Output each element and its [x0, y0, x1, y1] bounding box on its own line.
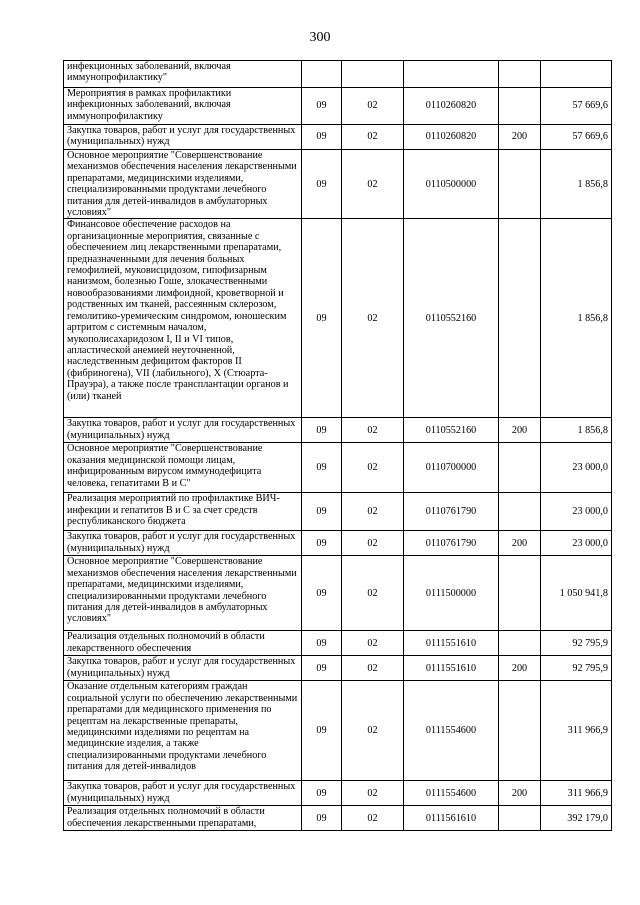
- cell-name: Основное мероприятие "Совершенствование оказания медицинской помощи лицам, инфицированным вирусом иммунодефицита человека, гепатитами B и C": [64, 443, 302, 493]
- cell-expense-type: [499, 443, 541, 493]
- cell-target-article: 0110260820: [404, 125, 499, 150]
- cell-expense-type: [499, 150, 541, 219]
- cell-subsection: 02: [342, 681, 404, 781]
- cell-subsection: 02: [342, 556, 404, 631]
- cell-expense-type: [499, 219, 541, 418]
- cell-subsection: 02: [342, 531, 404, 556]
- page-number: 300: [309, 30, 331, 45]
- cell-amount: [541, 61, 612, 88]
- cell-subsection: 02: [342, 631, 404, 656]
- cell-subsection: 02: [342, 219, 404, 418]
- cell-amount: 392 179,0: [541, 806, 612, 831]
- cell-section: 09: [302, 781, 342, 806]
- table-row: [64, 418, 612, 443]
- cell-amount: 1 856,8: [541, 219, 612, 418]
- cell-section: 09: [302, 219, 342, 418]
- cell-name: Мероприятия в рамках профилактики инфекционных заболеваний, включая иммунопрофилактику: [64, 88, 302, 125]
- cell-target-article: 0111554600: [404, 681, 499, 781]
- cell-expense-type: 200: [499, 781, 541, 806]
- cell-subsection: 02: [342, 493, 404, 531]
- cell-name: Закупка товаров, работ и услуг для государственных (муниципальных) нужд: [64, 656, 302, 681]
- cell-section: 09: [302, 125, 342, 150]
- cell-expense-type: [499, 631, 541, 656]
- cell-target-article: 0111561610: [404, 806, 499, 831]
- cell-target-article: 0111551610: [404, 656, 499, 681]
- cell-expense-type: 200: [499, 418, 541, 443]
- cell-section: 09: [302, 656, 342, 681]
- cell-target-article: 0110700000: [404, 443, 499, 493]
- cell-name: Финансовое обеспечение расходов на организационные мероприятия, связанные с обеспечением лиц лекарственными препаратами, предназначенными для лечения больных гемофилией, муковисцидозом, гипофизарным нанизмом, болезнью Гоше, злокачественными новообразованиями лимфоидной, кроветворной и родственных им тканей, рассеянным склерозом, гемолитико-уремическим синдромом, юношеским артритом с системным началом, мукополисахаридозом I, II и VI типов, апластической анемией неуточненной, наследственным дефицитом факторов II (фибриногена), VII (лабильного), X (Стюарта-Прауэра), а также после трансплантации органов и (или) тканей: [64, 219, 302, 418]
- cell-subsection: 02: [342, 443, 404, 493]
- cell-section: 09: [302, 806, 342, 831]
- cell-subsection: 02: [342, 781, 404, 806]
- table-row: [64, 806, 612, 831]
- cell-name: Закупка товаров, работ и услуг для государственных (муниципальных) нужд: [64, 125, 302, 150]
- cell-amount: 1 856,8: [541, 150, 612, 219]
- cell-expense-type: [499, 806, 541, 831]
- cell-amount: 1 856,8: [541, 418, 612, 443]
- cell-target-article: 0111500000: [404, 556, 499, 631]
- cell-expense-type: 200: [499, 531, 541, 556]
- cell-amount: 311 966,9: [541, 681, 612, 781]
- table-row: [64, 493, 612, 531]
- cell-subsection: 02: [342, 656, 404, 681]
- cell-name: Основное мероприятие "Совершенствование механизмов обеспечения населения лекарственными препаратами, медицинскими изделиями, специализированными продуктами лечебного питания для детей-инвалидов в амбулаторных условиях": [64, 150, 302, 219]
- cell-section: 09: [302, 418, 342, 443]
- cell-expense-type: [499, 493, 541, 531]
- cell-amount: 92 795,9: [541, 631, 612, 656]
- cell-subsection: [342, 61, 404, 88]
- cell-section: 09: [302, 493, 342, 531]
- cell-target-article: 0111551610: [404, 631, 499, 656]
- cell-target-article: 0111554600: [404, 781, 499, 806]
- table-row: [64, 88, 612, 125]
- cell-amount: 92 795,9: [541, 656, 612, 681]
- cell-amount: 23 000,0: [541, 493, 612, 531]
- table-row: [64, 61, 612, 88]
- table-row: [64, 631, 612, 656]
- cell-name: инфекционных заболеваний, включая иммунопрофилактику": [64, 61, 302, 88]
- cell-expense-type: [499, 61, 541, 88]
- table-row: [64, 219, 612, 418]
- cell-amount: 23 000,0: [541, 531, 612, 556]
- cell-expense-type: [499, 681, 541, 781]
- cell-subsection: 02: [342, 125, 404, 150]
- cell-expense-type: [499, 556, 541, 631]
- cell-subsection: 02: [342, 150, 404, 219]
- cell-section: 09: [302, 150, 342, 219]
- cell-amount: 23 000,0: [541, 443, 612, 493]
- cell-expense-type: [499, 88, 541, 125]
- cell-target-article: [404, 61, 499, 88]
- cell-amount: 57 669,6: [541, 125, 612, 150]
- cell-section: 09: [302, 681, 342, 781]
- cell-name: Оказание отдельным категориям граждан социальной услуги по обеспечению лекарственными препаратами для медицинского применения по рецептам на лекарственные препараты, медицинскими изделиями по рецептам на медицинские изделия, а также специализированными продуктами лечебного питания для детей-инвалидов: [64, 681, 302, 781]
- cell-amount: 57 669,6: [541, 88, 612, 125]
- cell-target-article: 0110260820: [404, 88, 499, 125]
- cell-target-article: 0110552160: [404, 418, 499, 443]
- table-row: [64, 681, 612, 781]
- cell-amount: 1 050 941,8: [541, 556, 612, 631]
- cell-section: 09: [302, 443, 342, 493]
- table-row: [64, 656, 612, 681]
- cell-name: Реализация отдельных полномочий в области лекарственного обеспечения: [64, 631, 302, 656]
- cell-target-article: 0110552160: [404, 219, 499, 418]
- cell-target-article: 0110500000: [404, 150, 499, 219]
- cell-name: Закупка товаров, работ и услуг для государственных (муниципальных) нужд: [64, 531, 302, 556]
- cell-expense-type: 200: [499, 656, 541, 681]
- cell-name: Основное мероприятие "Совершенствование механизмов обеспечения населения лекарственными препаратами, медицинскими изделиями, специализированными продуктами лечебного питания для детей-инвалидов в амбулаторных условиях": [64, 556, 302, 631]
- cell-target-article: 0110761790: [404, 531, 499, 556]
- cell-section: 09: [302, 88, 342, 125]
- cell-section: [302, 61, 342, 88]
- cell-section: 09: [302, 531, 342, 556]
- cell-amount: 311 966,9: [541, 781, 612, 806]
- cell-subsection: 02: [342, 418, 404, 443]
- cell-section: 09: [302, 631, 342, 656]
- table-row: [64, 531, 612, 556]
- budget-table: [63, 60, 612, 831]
- table-row: [64, 125, 612, 150]
- cell-target-article: 0110761790: [404, 493, 499, 531]
- cell-expense-type: 200: [499, 125, 541, 150]
- cell-subsection: 02: [342, 806, 404, 831]
- cell-name: Закупка товаров, работ и услуг для государственных (муниципальных) нужд: [64, 418, 302, 443]
- cell-name: Закупка товаров, работ и услуг для государственных (муниципальных) нужд: [64, 781, 302, 806]
- table-row: [64, 781, 612, 806]
- table-row: [64, 150, 612, 219]
- cell-section: 09: [302, 556, 342, 631]
- cell-subsection: 02: [342, 88, 404, 125]
- cell-name: Реализация мероприятий по профилактике ВИЧ-инфекции и гепатитов B и C за счет средств республиканского бюджета: [64, 493, 302, 531]
- cell-name: Реализация отдельных полномочий в области обеспечения лекарственными препаратами,: [64, 806, 302, 831]
- table-row: [64, 556, 612, 631]
- table-row: [64, 443, 612, 493]
